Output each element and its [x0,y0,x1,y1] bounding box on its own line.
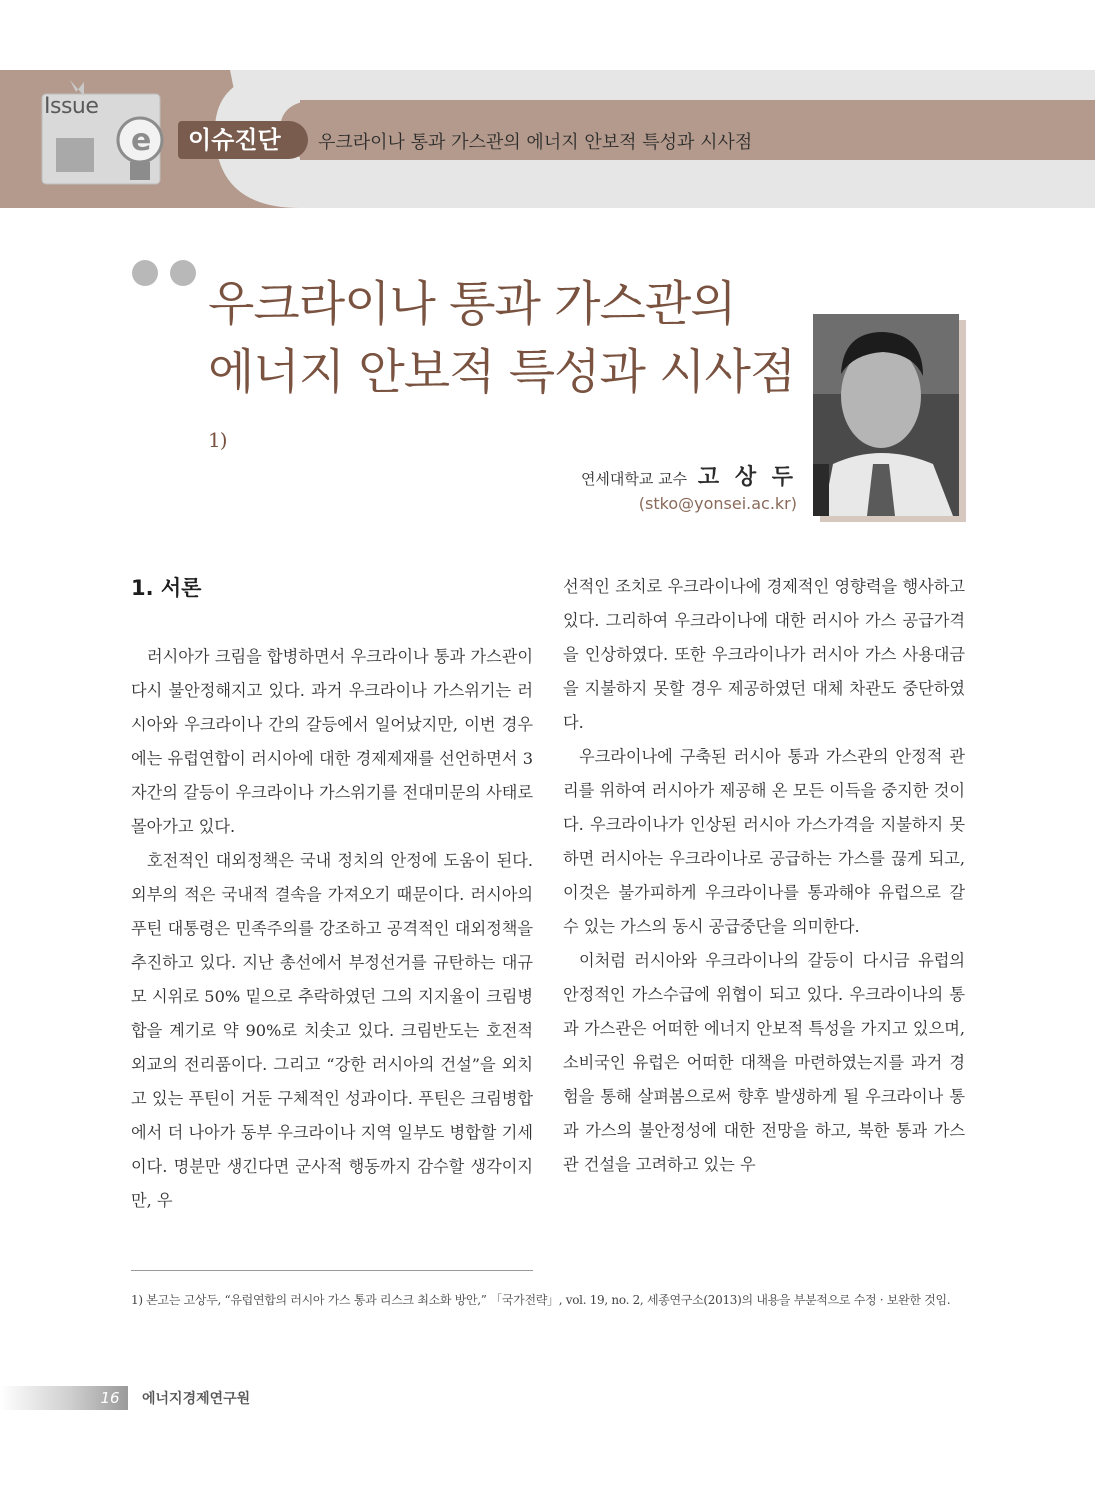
body-paragraph: 러시아가 크림을 합병하면서 우크라이나 통과 가스관이 다시 불안정해지고 있다. 과거 우크라이나 가스위기는 러시아와 우크라이나 간의 갈등에서 일어났지만, 이번 경우에는 유럽연합이 러시아에 대한 경제제재를 선언하면서 3자간의 갈등이 우크라이나 가스위기를 전대미문의 사태로 몰아가고 있다. [131,647,533,836]
title-footnote-mark: 1) [208,428,227,452]
section-running-title: 우크라이나 통과 가스관의 에너지 안보적 특성과 시사점 [318,132,753,153]
article-title [208,270,808,482]
title-line-1: 우크라이나 통과 가스관의 [208,276,736,332]
author-name: 고 상 두 [697,465,797,490]
author-affiliation: 연세대학교 교수 [580,470,688,488]
author-line [581,460,797,491]
issue-word: Issue [44,94,99,119]
body-column-right [563,570,965,1182]
body-column-left [131,640,533,1218]
body-paragraph: 우크라이나에 구축된 러시아 통과 가스관의 안정적 관리를 위하여 러시아가 제공해 온 모든 이득을 중지한 것이다. 우크라이나가 인상된 러시아 가스가격을 지불하지 못하면 러시아는 우크라이나로 공급하는 가스를 끊게 되고, 이것은 불가피하게 우크라이나를 통과해야 유럽으로 갈 수 있는 가스의 동시 공급중단을 의미한다. [563,747,965,936]
footnote-rule [131,1270,533,1271]
body-paragraph: 호전적인 대외정책은 국내 정치의 안정에 도움이 된다. 외부의 적은 국내적 결속을 가져오기 때문이다. 러시아의 푸틴 대통령은 민족주의를 강조하고 공격적인 대외정책을 추진하고 있다. 지난 총선에서 부정선거를 규탄하는 대규모 시위로 50% 밑으로 추락하였던 그의 지지율이 크림병합을 계기로 약 90%로 치솟고 있다. 크림반도는 호전적 외교의 전리품이다. 그리고 “강한 러시아의 건설”을 외치고 있는 푸틴이 거둔 구체적인 성과이다. 푸틴은 크림병합에서 더 나아가 동부 우크라이나 지역 일부도 병합할 기세이다. 명분만 생긴다면 군사적 행동까지 감수할 생각이지만, 우 [131,851,533,1210]
author-photo [813,314,959,516]
author-email: (stko@yonsei.ac.kr) [638,494,797,513]
body-paragraph: 선적인 조치로 우크라이나에 경제적인 영향력을 행사하고 있다. 그리하여 우크라이나에 대한 러시아 가스 공급가격을 인상하였다. 또한 우크라이나가 러시아 가스 사용대금을 지불하지 못할 경우 제공하였던 대체 차관도 중단하였다. [563,577,965,732]
decorative-dot [132,260,158,286]
title-line-2: 에너지 안보적 특성과 시사점$^{1)}$ [208,344,796,452]
footnote: 1) 본고는 고상두, “유럽연합의 러시아 가스 통과 리스크 최소화 방안,” 「국가전략」, vol. 19, no. 2, 세종연구소(2013)의 내용을 부분적으로 수정 · 보완한 것임. [131,1293,951,1307]
section-label-pill: 이슈진단 [178,121,308,159]
section-heading: 1. 서론 [131,576,202,600]
body-paragraph: 이처럼 러시아와 우크라이나의 갈등이 다시금 유럽의 안정적인 가스수급에 위협이 되고 있다. 우크라이나의 통과 가스관은 어떠한 에너지 안보적 특성을 가지고 있으며, 소비국인 유럽은 어떠한 대책을 마련하였는지를 과거 경험을 통해 살펴봄으로써 향후 발생하게 될 우크라이나 통과 가스의 불안정성에 대한 전망을 하고, 북한 통과 가스관 건설을 고려하고 있는 우 [563,951,965,1174]
svg-text:e: e [131,123,152,158]
page-number: 16 [100,1389,120,1407]
publisher-name: 에너지경제연구원 [142,1391,251,1407]
decorative-dot [170,260,196,286]
